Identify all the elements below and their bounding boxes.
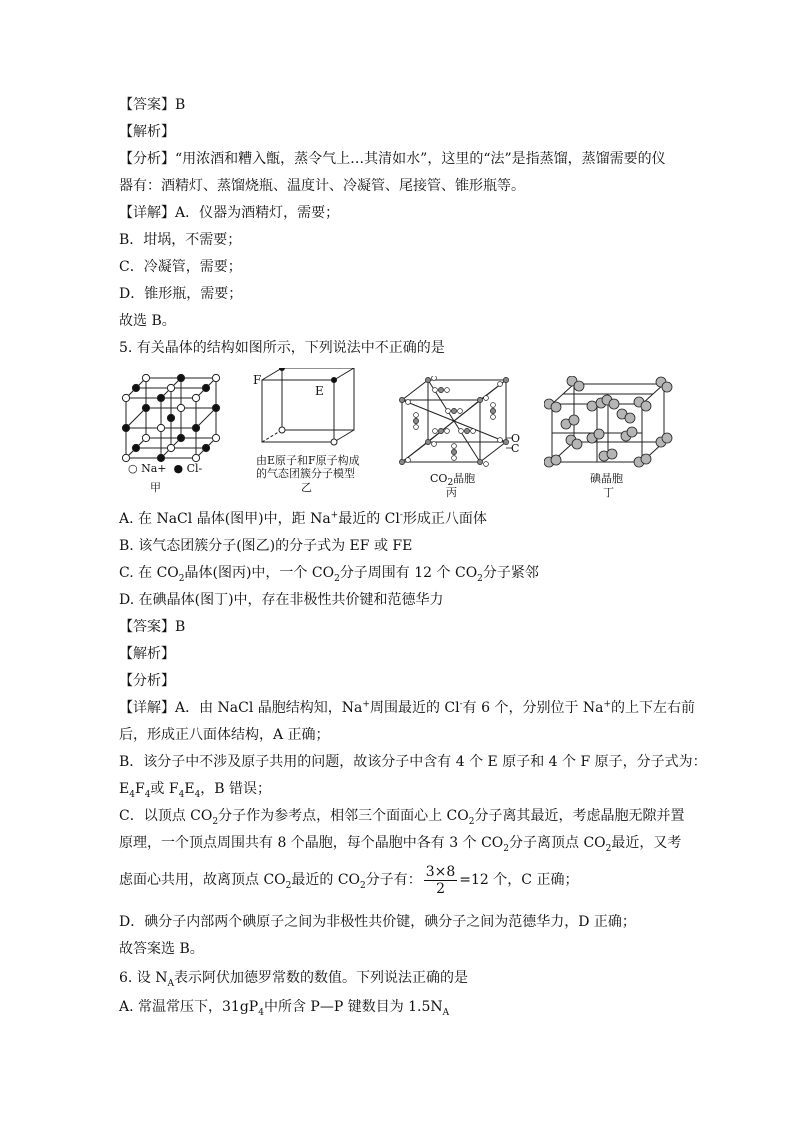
yi-label-e: E <box>315 384 324 398</box>
q6a-sub3: A <box>442 1007 450 1018</box>
d4-t2: F <box>134 781 145 797</box>
answer-value: B <box>175 97 186 113</box>
opt-c-sub3: 2 <box>334 573 340 584</box>
q5-detail-3: B．该分子中不涉及原子共用的问题，故该分子中含有 4 个 E 原子和 4 个 F 原子，分子式为： <box>119 754 707 770</box>
opt-a-sup1: + <box>330 510 339 521</box>
d1-sup5: + <box>603 699 612 710</box>
d4-t6: E <box>184 781 195 797</box>
q4-xiangjie-line <box>119 203 339 223</box>
opt-a-t4: 形成正八面体 <box>402 511 487 527</box>
q5-detail-8: D．碘分子内部两个碘原子之间为非极性共价键，碘分子之间为范德华力，D 正确； <box>119 914 636 930</box>
bing-caption-pre: CO <box>430 472 448 485</box>
d5-t0: C．以顶点 CO <box>119 808 213 824</box>
d1-t6: 的上下左右前 <box>611 700 696 716</box>
d5-sub3: 2 <box>468 816 475 827</box>
opt-c-sub1: 2 <box>178 573 185 584</box>
q5-option-b: B. 该气态团簇分子(图乙)的分子式为 EF 或 FE <box>119 538 413 554</box>
filled-circle-icon: ● <box>173 462 184 475</box>
d7-sub1: 2 <box>285 880 292 891</box>
q4-conclusion: 故选 B。 <box>119 313 176 329</box>
yi-caption-1: 由E原子和F原子构成 <box>256 454 360 467</box>
d7-t4: 分子有： <box>365 872 422 888</box>
jia-legend <box>128 462 202 475</box>
q5-answer-line <box>119 617 185 637</box>
opt-a-sup3: - <box>399 510 403 521</box>
legend-cl: Cl- <box>186 462 203 475</box>
d4-sub1: 4 <box>129 789 135 800</box>
q5-detail-6 <box>119 833 681 853</box>
q6-stem <box>119 968 468 988</box>
q5-option-a <box>119 509 487 529</box>
bing-label-o: O <box>511 432 521 445</box>
q5-analysis-tag: 【解析】 <box>119 646 175 662</box>
opt-c-t6: 分子紧邻 <box>482 565 539 581</box>
opt-c-t4: 分子周围有 12 个 CO <box>339 565 478 581</box>
figure-yi-cluster <box>250 368 365 453</box>
xiangjie-a: A．仪器为酒精灯，需要； <box>175 205 340 221</box>
d6-sub1: 2 <box>503 843 509 854</box>
d4-t8: ，B 错误； <box>200 781 272 797</box>
opt-c-t0: C. 在 CO <box>119 565 179 581</box>
d7-t2: 最近的 CO <box>291 872 361 888</box>
d5-sub1: 2 <box>212 816 219 827</box>
figure-bing-co2 <box>396 376 522 468</box>
figure-ding-iodine <box>544 376 674 468</box>
q6-option-a <box>119 997 449 1017</box>
q5-detail-7 <box>119 862 578 898</box>
d6-sub3: 2 <box>605 843 612 854</box>
bing-caption <box>430 472 476 489</box>
q6-stem-sub: A <box>167 978 175 989</box>
open-circle-icon: ○ <box>128 462 138 475</box>
q4-b: B．坩埚，不需要； <box>119 232 242 248</box>
opt-a-t2: 最近的 Cl <box>338 511 400 527</box>
q6a-t2: 中所含 P—P 键数目为 1.5N <box>263 999 443 1015</box>
q6-stem-post: 表示阿伏加德罗常数的数值。下列说法正确的是 <box>174 970 469 986</box>
q5-detail-1 <box>119 698 695 718</box>
figure-ding-label: 丁 <box>603 486 614 499</box>
d7-t0: 虑面心共用，故离顶点 CO <box>119 872 286 888</box>
q6-stem-pre: 6. 设 N <box>119 970 168 986</box>
d1-t0: A．由 NaCl 晶胞结构知，Na <box>175 700 363 716</box>
q5-detail-2: 后，形成正八面体结构，A 正确； <box>119 727 330 743</box>
d4-t0: E <box>119 781 130 797</box>
d7-sub3: 2 <box>360 880 366 891</box>
d6-t2: 分子离顶点 CO <box>509 835 606 851</box>
figure-jia-nacl <box>118 368 228 463</box>
figure-bing-label: 丙 <box>446 486 457 499</box>
d5-t2: 分子作为参考点，相邻三个面面心上 CO <box>218 808 469 824</box>
bing-caption-sub: 2 <box>447 478 454 489</box>
yi-label-f: F <box>253 373 262 387</box>
fraction <box>424 864 458 897</box>
answer-value: B <box>175 619 186 635</box>
q6a-sub1: 4 <box>258 1007 264 1018</box>
q4-fenxi-line-1 <box>119 149 666 169</box>
d4-sub3: 4 <box>144 789 151 800</box>
yi-caption-2: 的气态团簇分子模型 <box>256 467 355 480</box>
q4-d: D．锥形瓶，需要； <box>119 286 243 302</box>
d1-sup3: - <box>459 699 463 710</box>
fraction-denominator: 2 <box>436 880 445 897</box>
q4-analysis-tag: 【解析】 <box>119 124 175 140</box>
answer-tag: 【答案】 <box>119 619 175 635</box>
fenxi-tag: 【分析】 <box>119 151 175 167</box>
figure-jia-label: 甲 <box>150 481 161 494</box>
d1-t4: 有 6 个，分别位于 Na <box>462 700 604 716</box>
fenxi-text: “用浓酒和糟入甑，蒸令气上…其清如水”，这里的“法”是指蒸馏，蒸馏需要的仪 <box>175 151 666 167</box>
q4-c: C．冷凝管，需要； <box>119 259 242 275</box>
q5-option-c <box>119 563 539 583</box>
q5-fenxi-tag: 【分析】 <box>119 673 175 689</box>
d6-t4: 最近，又考 <box>611 835 682 851</box>
d4-sub7: 4 <box>194 789 201 800</box>
bing-label-c: C <box>511 442 520 455</box>
opt-c-t2: 晶体(图丙)中，一个 CO <box>184 565 335 581</box>
q5-option-d: D. 在碘晶体(图丁)中，存在非极性共价键和范德华力 <box>119 592 444 608</box>
q4-fenxi-line-2: 器有：酒精灯、蒸馏烧瓶、温度计、冷凝管、尾接管、锥形瓶等。 <box>119 178 525 194</box>
answer-tag: 【答案】 <box>119 97 175 113</box>
fraction-numerator: 3×8 <box>425 863 456 880</box>
opt-a-t0: A. 在 NaCl 晶体(图甲)中，距 Na <box>119 511 331 527</box>
q5-conclusion: 故答案选 B。 <box>119 941 204 957</box>
d5-t4: 分子离其最近，考虑晶胞无隙并置 <box>474 808 685 824</box>
q5-detail-5 <box>119 806 684 826</box>
d1-t2: 周围最近的 Cl <box>369 700 460 716</box>
legend-na: Na+ <box>141 462 167 475</box>
xiangjie-tag: 【详解】 <box>119 700 175 716</box>
q5-stem: 5. 有关晶体的结构如图所示，下列说法中不正确的是 <box>119 340 445 356</box>
xiangjie-tag: 【详解】 <box>119 205 175 221</box>
figure-yi-label: 乙 <box>301 481 312 494</box>
d4-sub5: 4 <box>178 789 185 800</box>
bing-caption-post: 晶胞 <box>453 472 476 485</box>
d7-post: =12 个，C 正确； <box>459 872 579 888</box>
opt-c-sub5: 2 <box>477 573 483 584</box>
ding-caption: 碘晶胞 <box>590 472 623 485</box>
q4-answer-line <box>119 95 185 115</box>
q5-detail-4 <box>119 779 271 799</box>
q6a-t0: A. 常温常压下，31gP <box>119 999 259 1015</box>
d1-sup1: + <box>362 699 370 710</box>
d6-t0: 原理，一个顶点周围共有 8 个晶胞，每个晶胞中各有 3 个 CO <box>119 835 504 851</box>
d4-t4: 或 F <box>150 781 179 797</box>
